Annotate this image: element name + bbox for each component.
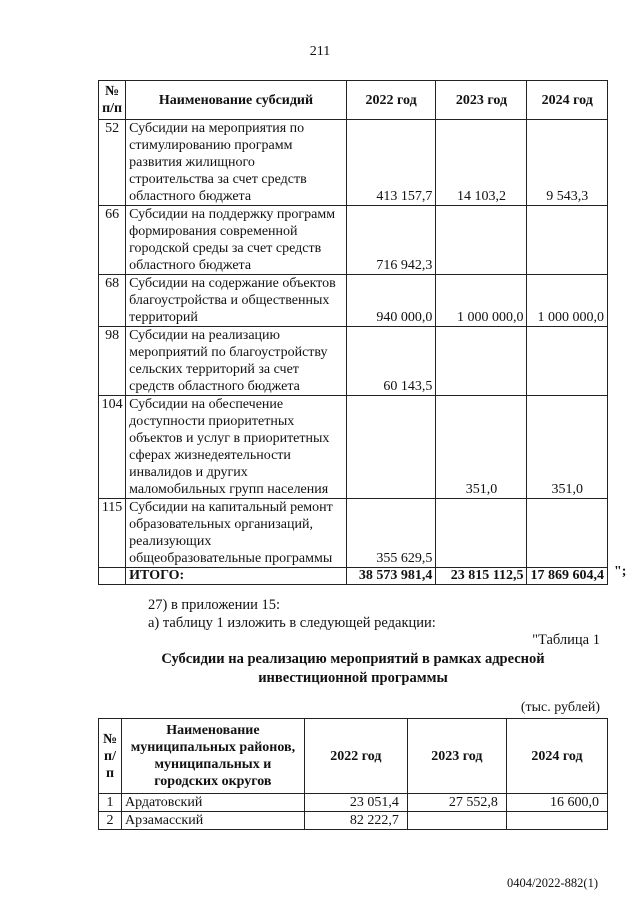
paragraph-item-27: 27) в приложении 15: — [148, 597, 281, 613]
header-name: Наименование муниципальных районов, муниципальных и городских округов — [121, 719, 304, 794]
total-2023: 23 815 112,5 — [436, 568, 527, 585]
table-row — [99, 794, 608, 812]
row-2022 — [346, 396, 436, 499]
row-name: Субсидии на поддержку программ формирования современной городской среды за счет средств областного бюджета — [126, 206, 347, 275]
total-row — [99, 568, 608, 585]
header-2024: 2024 год — [527, 81, 608, 120]
total-num-cell — [99, 568, 126, 585]
row-num: 98 — [99, 327, 126, 396]
row-2022: 82 222,7 — [304, 812, 407, 830]
row-2024 — [527, 327, 608, 396]
row-name: Субсидии на мероприятия по стимулированию программ развития жилищного строительства за счет средств областного бюджета — [126, 120, 347, 206]
row-2024: 1 000 000,0 — [527, 275, 608, 327]
header-num: № п/п — [99, 81, 126, 120]
total-2022: 38 573 981,4 — [346, 568, 436, 585]
row-2023: 14 103,2 — [436, 120, 527, 206]
row-2022: 23 051,4 — [304, 794, 407, 812]
row-2024 — [527, 206, 608, 275]
quote-close: "; — [614, 564, 627, 579]
row-name: Ардатовский — [121, 794, 304, 812]
row-2024: 351,0 — [527, 396, 608, 499]
row-2022: 716 942,3 — [346, 206, 436, 275]
row-2023 — [436, 499, 527, 568]
row-2024 — [506, 812, 607, 830]
total-2024: 17 869 604,4 — [527, 568, 608, 585]
row-name: Субсидии на капитальный ремонт образовательных организаций, реализующих общеобразовательные программы — [126, 499, 347, 568]
row-name: Субсидии на обеспечение доступности приоритетных объектов и услуг в приоритетных сферах жизнедеятельности инвалидов и других маломобильных групп населения — [126, 396, 347, 499]
row-2023: 27 552,8 — [407, 794, 506, 812]
table-header-row — [99, 81, 608, 120]
header-2023: 2023 год — [407, 719, 506, 794]
table-row — [99, 327, 608, 396]
header-name: Наименование субсидий — [126, 81, 347, 120]
document-code: 0404/2022-882(1) — [507, 876, 598, 890]
subsidies-table — [98, 80, 608, 585]
total-label: ИТОГО: — [126, 568, 347, 585]
row-2023 — [436, 206, 527, 275]
row-num: 104 — [99, 396, 126, 499]
page-number: 211 — [309, 44, 331, 59]
title-line-2: инвестиционной программы — [258, 670, 448, 686]
row-num: 2 — [99, 812, 122, 830]
header-2022: 2022 год — [304, 719, 407, 794]
row-name: Субсидии на содержание объектов благоустройства и общественных территорий — [126, 275, 347, 327]
paragraph-subitem-a: а) таблицу 1 изложить в следующей редакции: — [148, 615, 436, 631]
table-header-row — [99, 719, 608, 794]
table-title — [98, 650, 608, 688]
unit-label: (тыс. рублей) — [520, 700, 600, 715]
row-num: 66 — [99, 206, 126, 275]
row-2023: 1 000 000,0 — [436, 275, 527, 327]
header-2023: 2023 год — [436, 81, 527, 120]
table-label: "Таблица 1 — [532, 632, 600, 648]
table-row — [99, 812, 608, 830]
row-name: Субсидии на реализацию мероприятий по благоустройству сельских территорий за счет средств областного бюджета — [126, 327, 347, 396]
row-2023 — [436, 327, 527, 396]
row-2024: 9 543,3 — [527, 120, 608, 206]
districts-table — [98, 718, 608, 830]
row-2022: 413 157,7 — [346, 120, 436, 206]
row-2024: 16 600,0 — [506, 794, 607, 812]
row-2022: 940 000,0 — [346, 275, 436, 327]
row-num: 52 — [99, 120, 126, 206]
row-num: 1 — [99, 794, 122, 812]
row-2024 — [527, 499, 608, 568]
header-2024: 2024 год — [506, 719, 607, 794]
title-line-1: Субсидии на реализацию мероприятий в рамках адресной — [161, 651, 545, 667]
table-row — [99, 275, 608, 327]
header-num: № п/п — [99, 719, 122, 794]
row-2023: 351,0 — [436, 396, 527, 499]
header-2022: 2022 год — [346, 81, 436, 120]
table-row — [99, 120, 608, 206]
row-2023 — [407, 812, 506, 830]
table-row — [99, 206, 608, 275]
row-name: Арзамасский — [121, 812, 304, 830]
row-2022: 60 143,5 — [346, 327, 436, 396]
table-row — [99, 499, 608, 568]
row-num: 68 — [99, 275, 126, 327]
row-num: 115 — [99, 499, 126, 568]
row-2022: 355 629,5 — [346, 499, 436, 568]
table-row — [99, 396, 608, 499]
